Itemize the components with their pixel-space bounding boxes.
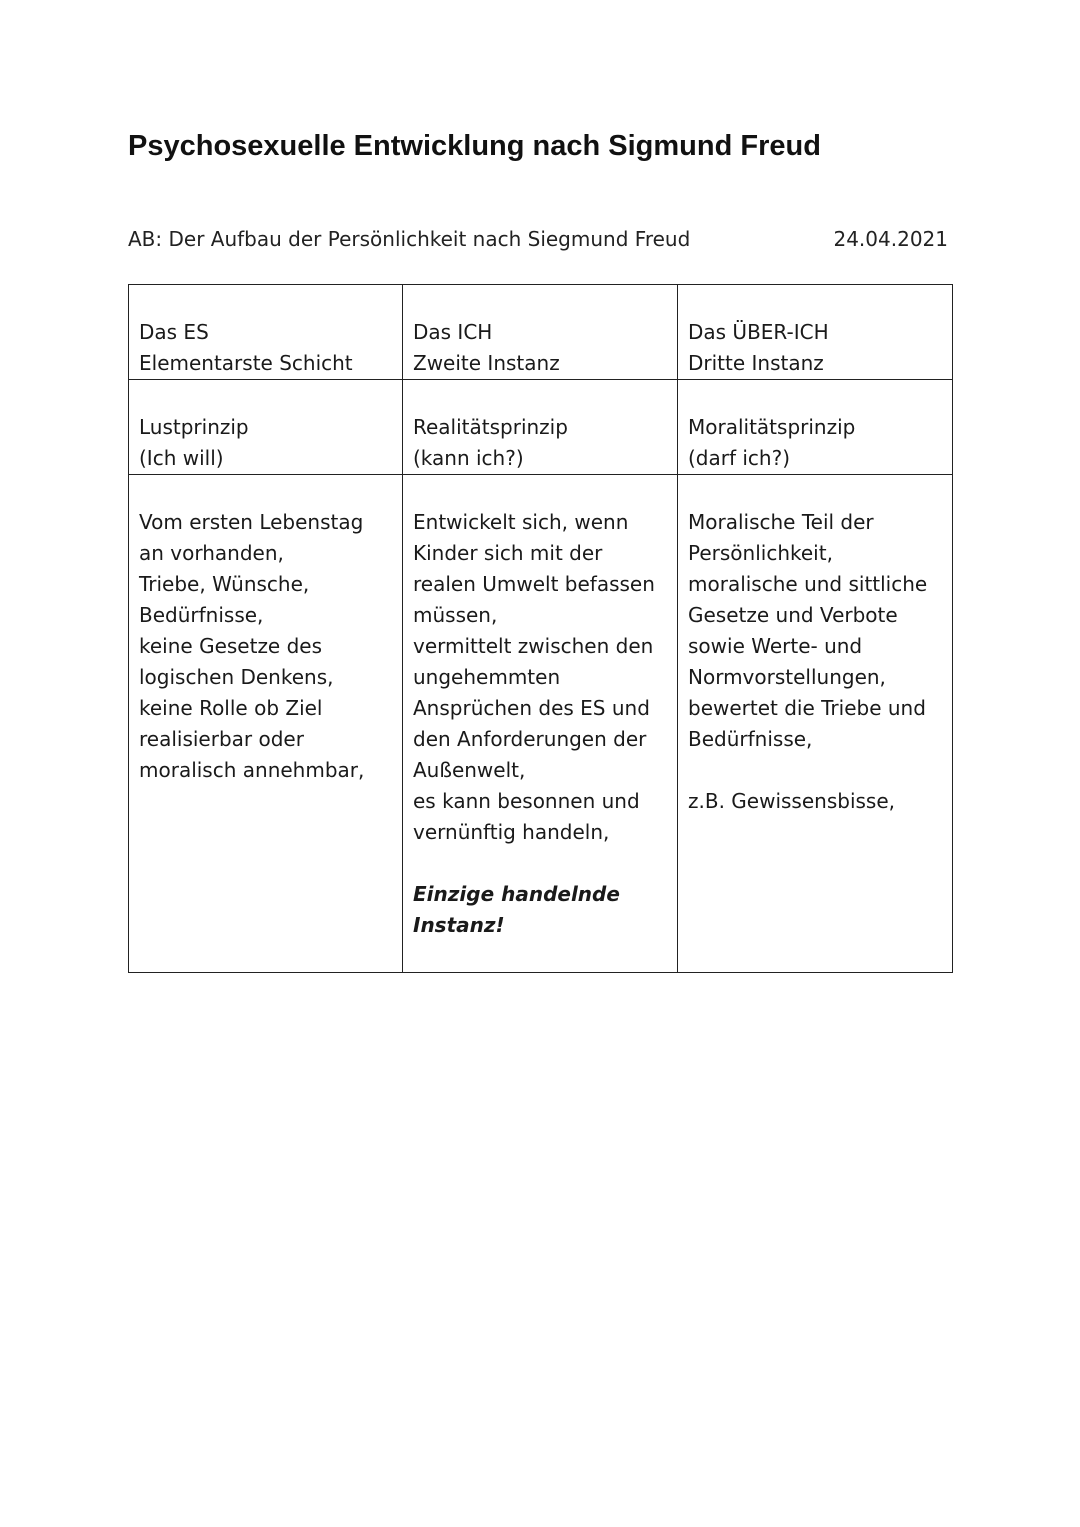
personality-structure-table [128,284,953,973]
ich-description-line: vernünftig handeln, [413,820,610,844]
description-row [129,475,953,973]
ich-description-line: realen Umwelt befassen [413,572,655,596]
es-description-line: realisierbar oder [139,727,304,751]
ich-description-line: müssen, [413,603,498,627]
ueber-ich-description-cell [678,475,953,973]
ueber-ich-example: z.B. Gewissensbisse, [688,789,896,813]
page-title: Psychosexuelle Entwicklung nach Sigmund Freud [128,130,821,162]
ueber-ich-header-cell [678,285,953,380]
ich-description-line: Außenwelt, [413,758,526,782]
ich-subtitle: Zweite Instanz [413,351,560,375]
ich-question: (kann ich?) [413,446,524,470]
worksheet-subtitle: AB: Der Aufbau der Persönlichkeit nach Siegmund Freud [128,227,691,251]
ueber-ich-principle-cell [678,380,953,475]
es-description-line: Triebe, Wünsche, [139,572,310,596]
ich-description-line: Entwickelt sich, wenn [413,510,629,534]
ich-description-line: es kann besonnen und [413,789,640,813]
ich-principle: Realitätsprinzip [413,415,568,439]
ich-description-cell [403,475,678,973]
es-subtitle: Elementarste Schicht [139,351,353,375]
ueber-ich-subtitle: Dritte Instanz [688,351,824,375]
ueber-ich-description-line: moralische und sittliche [688,572,928,596]
ueber-ich-description-line: Gesetze und Verbote [688,603,898,627]
es-description-line: logischen Denkens, [139,665,334,689]
ueber-ich-description-line: Persönlichkeit, [688,541,833,565]
ich-emphasis-line: Instanz! [413,913,505,937]
instance-header-row [129,285,953,380]
ich-principle-cell [403,380,678,475]
worksheet-date: 24.04.2021 [833,227,948,251]
es-description-line: keine Rolle ob Ziel [139,696,323,720]
es-description-line: Vom ersten Lebenstag [139,510,364,534]
ueber-ich-description-line: Moralische Teil der [688,510,874,534]
es-description-cell [129,475,403,973]
ueber-ich-question: (darf ich?) [688,446,791,470]
worksheet-header [128,223,948,255]
principle-row [129,380,953,475]
es-name: Das ES [139,320,209,344]
es-header-cell [129,285,403,380]
ich-description-line: den Anforderungen der [413,727,647,751]
ueber-ich-description-line: sowie Werte- und [688,634,863,658]
ich-description-line: Ansprüchen des ES und [413,696,650,720]
es-principle: Lustprinzip [139,415,249,439]
spacer [688,755,944,786]
ich-description-line: vermittelt zwischen den [413,634,654,658]
ich-emphasis-line: Einzige handelnde [413,882,620,906]
ich-description-line: ungehemmten [413,665,561,689]
es-description-line: an vorhanden, [139,541,284,565]
ueber-ich-principle: Moralitätsprinzip [688,415,856,439]
ueber-ich-description-line: bewertet die Triebe und [688,696,926,720]
es-principle-cell [129,380,403,475]
ueber-ich-description-line: Normvorstellungen, [688,665,886,689]
ueber-ich-name: Das ÜBER-ICH [688,320,829,344]
es-description-line: Bedürfnisse, [139,603,264,627]
ich-name: Das ICH [413,320,493,344]
ueber-ich-description-line: Bedürfnisse, [688,727,813,751]
ich-header-cell [403,285,678,380]
es-description-line: keine Gesetze des [139,634,323,658]
ich-description-line: Kinder sich mit der [413,541,603,565]
spacer [413,848,669,879]
es-question: (Ich will) [139,446,224,470]
es-description-line: moralisch annehmbar, [139,758,365,782]
